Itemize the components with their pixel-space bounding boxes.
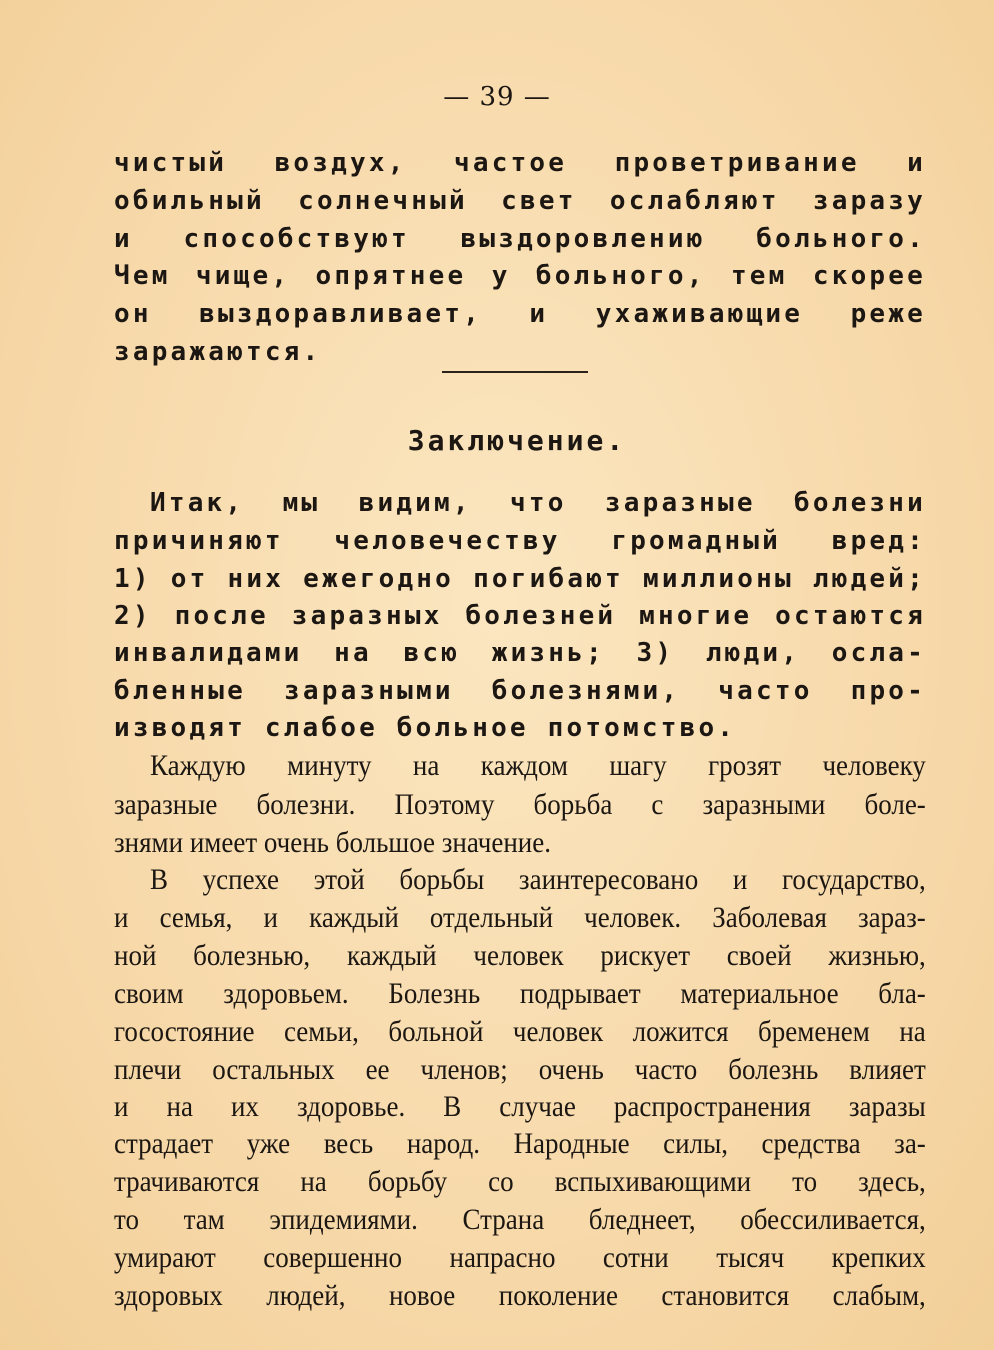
page-number: — 39 — xyxy=(443,82,551,112)
text-line: причиняют человечеству громадный вред: xyxy=(114,526,926,556)
text-line: Итак, мы видим, что заразные болезни xyxy=(150,488,926,518)
text-line: умирают совершенно напрасно сотни тысяч крепких xyxy=(114,1241,926,1274)
text-line: он выздоравливает, и ухаживающие реже xyxy=(114,299,926,329)
text-line: В успехе этой борьбы заинтересовано и государство, xyxy=(150,863,926,896)
section-title: Заключение. xyxy=(407,424,627,457)
section-divider xyxy=(442,371,588,373)
text-line: бленные заразными болезнями, часто про- xyxy=(114,676,926,706)
text-line: и на их здоровье. В случае распространения заразы xyxy=(114,1090,926,1123)
text-line: страдает уже весь народ. Народные силы, средства за- xyxy=(114,1127,926,1160)
text-line: здоровых людей, новое поколение становится слабым, xyxy=(114,1279,926,1312)
text-line: изводят слабое больное потомство. xyxy=(114,713,737,743)
text-line: чистый воздух, частое проветривание и xyxy=(114,148,926,178)
text-line: госостояние семьи, больной человек ложится бременем на xyxy=(114,1015,926,1048)
text-line: ной болезнью, каждый человек рискует своей жизнью, xyxy=(114,939,926,972)
text-line: заразные болезни. Поэтому борьба с заразными боле- xyxy=(114,788,926,821)
text-line: то там эпидемиями. Страна бледнеет, обессиливается, xyxy=(114,1203,926,1236)
text-line: 1) от них ежегодно погибают миллионы людей; xyxy=(114,564,926,594)
text-line: Чем чище, опрятнее у больного, тем скорее xyxy=(114,261,926,291)
text-line: плечи остальных ее членов; очень часто болезнь влияет xyxy=(114,1053,926,1086)
text-line: и способствуют выздоровлению больного. xyxy=(114,224,926,254)
text-line: заражаются. xyxy=(114,337,322,367)
text-line: Каждую минуту на каждом шагу грозят человеку xyxy=(150,749,926,782)
text-line: обильный солнечный свет ослабляют заразу xyxy=(114,186,926,216)
text-line: знями имеет очень большое значение. xyxy=(114,826,551,859)
text-line: и семья, и каждый отдельный человек. Заболевая зараз- xyxy=(114,901,926,934)
text-line: инвалидами на всю жизнь; 3) люди, осла- xyxy=(114,638,926,668)
text-line: своим здоровьем. Болезнь подрывает материальное бла- xyxy=(114,977,926,1010)
text-line: 2) после заразных болезней многие остаются xyxy=(114,601,926,631)
text-line: трачиваются на борьбу со вспыхивающими то здесь, xyxy=(114,1165,926,1198)
